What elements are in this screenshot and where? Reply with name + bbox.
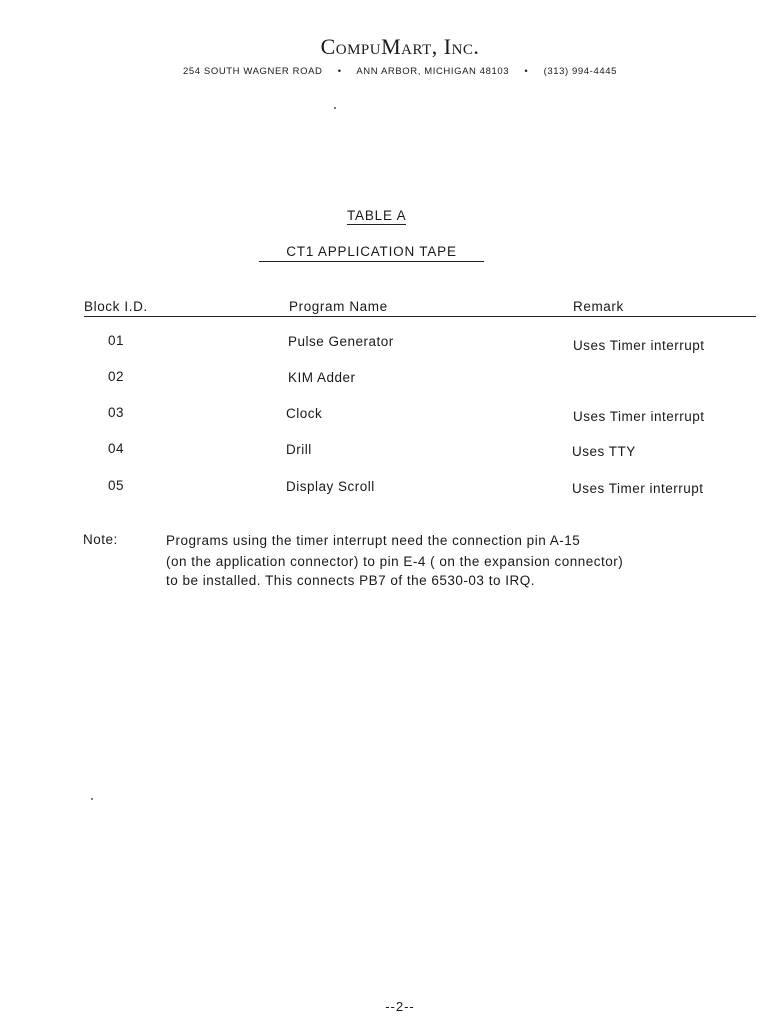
address-separator: • — [524, 66, 529, 77]
scan-speck — [334, 107, 336, 109]
address-street: 254 SOUTH WAGNER ROAD — [183, 66, 323, 77]
cell-block-id: 05 — [108, 478, 125, 493]
cell-block-id: 02 — [108, 369, 125, 384]
address-city: ANN ARBOR, MICHIGAN 48103 — [356, 66, 510, 77]
cell-program-name: Pulse Generator — [288, 334, 394, 349]
note-line: Programs using the timer interrupt need the connection pin A-15 — [166, 533, 581, 548]
cell-program-name: Clock — [286, 406, 323, 421]
header-remark: Remark — [573, 299, 624, 314]
scan-speck — [91, 798, 93, 800]
cell-remark: Uses Timer interrupt — [573, 409, 705, 424]
note-line: (on the application connector) to pin E-4 ( on the expansion connector) — [166, 554, 624, 569]
table-subtitle: CT1 APPLICATION TAPE — [259, 244, 484, 262]
cell-remark: Uses TTY — [572, 444, 636, 459]
header-program-name: Program Name — [289, 299, 388, 314]
company-name: CompuMart, Inc. — [320, 34, 480, 59]
page-number: --2-- — [385, 999, 415, 1014]
address-separator: • — [337, 66, 342, 77]
note-line: to be installed. This connects PB7 of the 6530-03 to IRQ. — [166, 573, 535, 588]
header-rule — [84, 316, 756, 317]
cell-remark: Uses Timer interrupt — [573, 338, 705, 353]
cell-block-id: 01 — [108, 333, 125, 348]
cell-program-name: Drill — [286, 442, 312, 457]
cell-program-name: KIM Adder — [288, 370, 356, 385]
address-phone: (313) 994-4445 — [543, 66, 617, 77]
company-address — [0, 66, 776, 77]
table-title: TABLE A — [347, 208, 407, 223]
cell-block-id: 03 — [108, 405, 125, 420]
header-block-id: Block I.D. — [84, 299, 148, 314]
cell-block-id: 04 — [108, 441, 125, 456]
note-label: Note: — [83, 532, 118, 547]
cell-remark: Uses Timer interrupt — [572, 481, 704, 496]
cell-program-name: Display Scroll — [286, 479, 375, 494]
